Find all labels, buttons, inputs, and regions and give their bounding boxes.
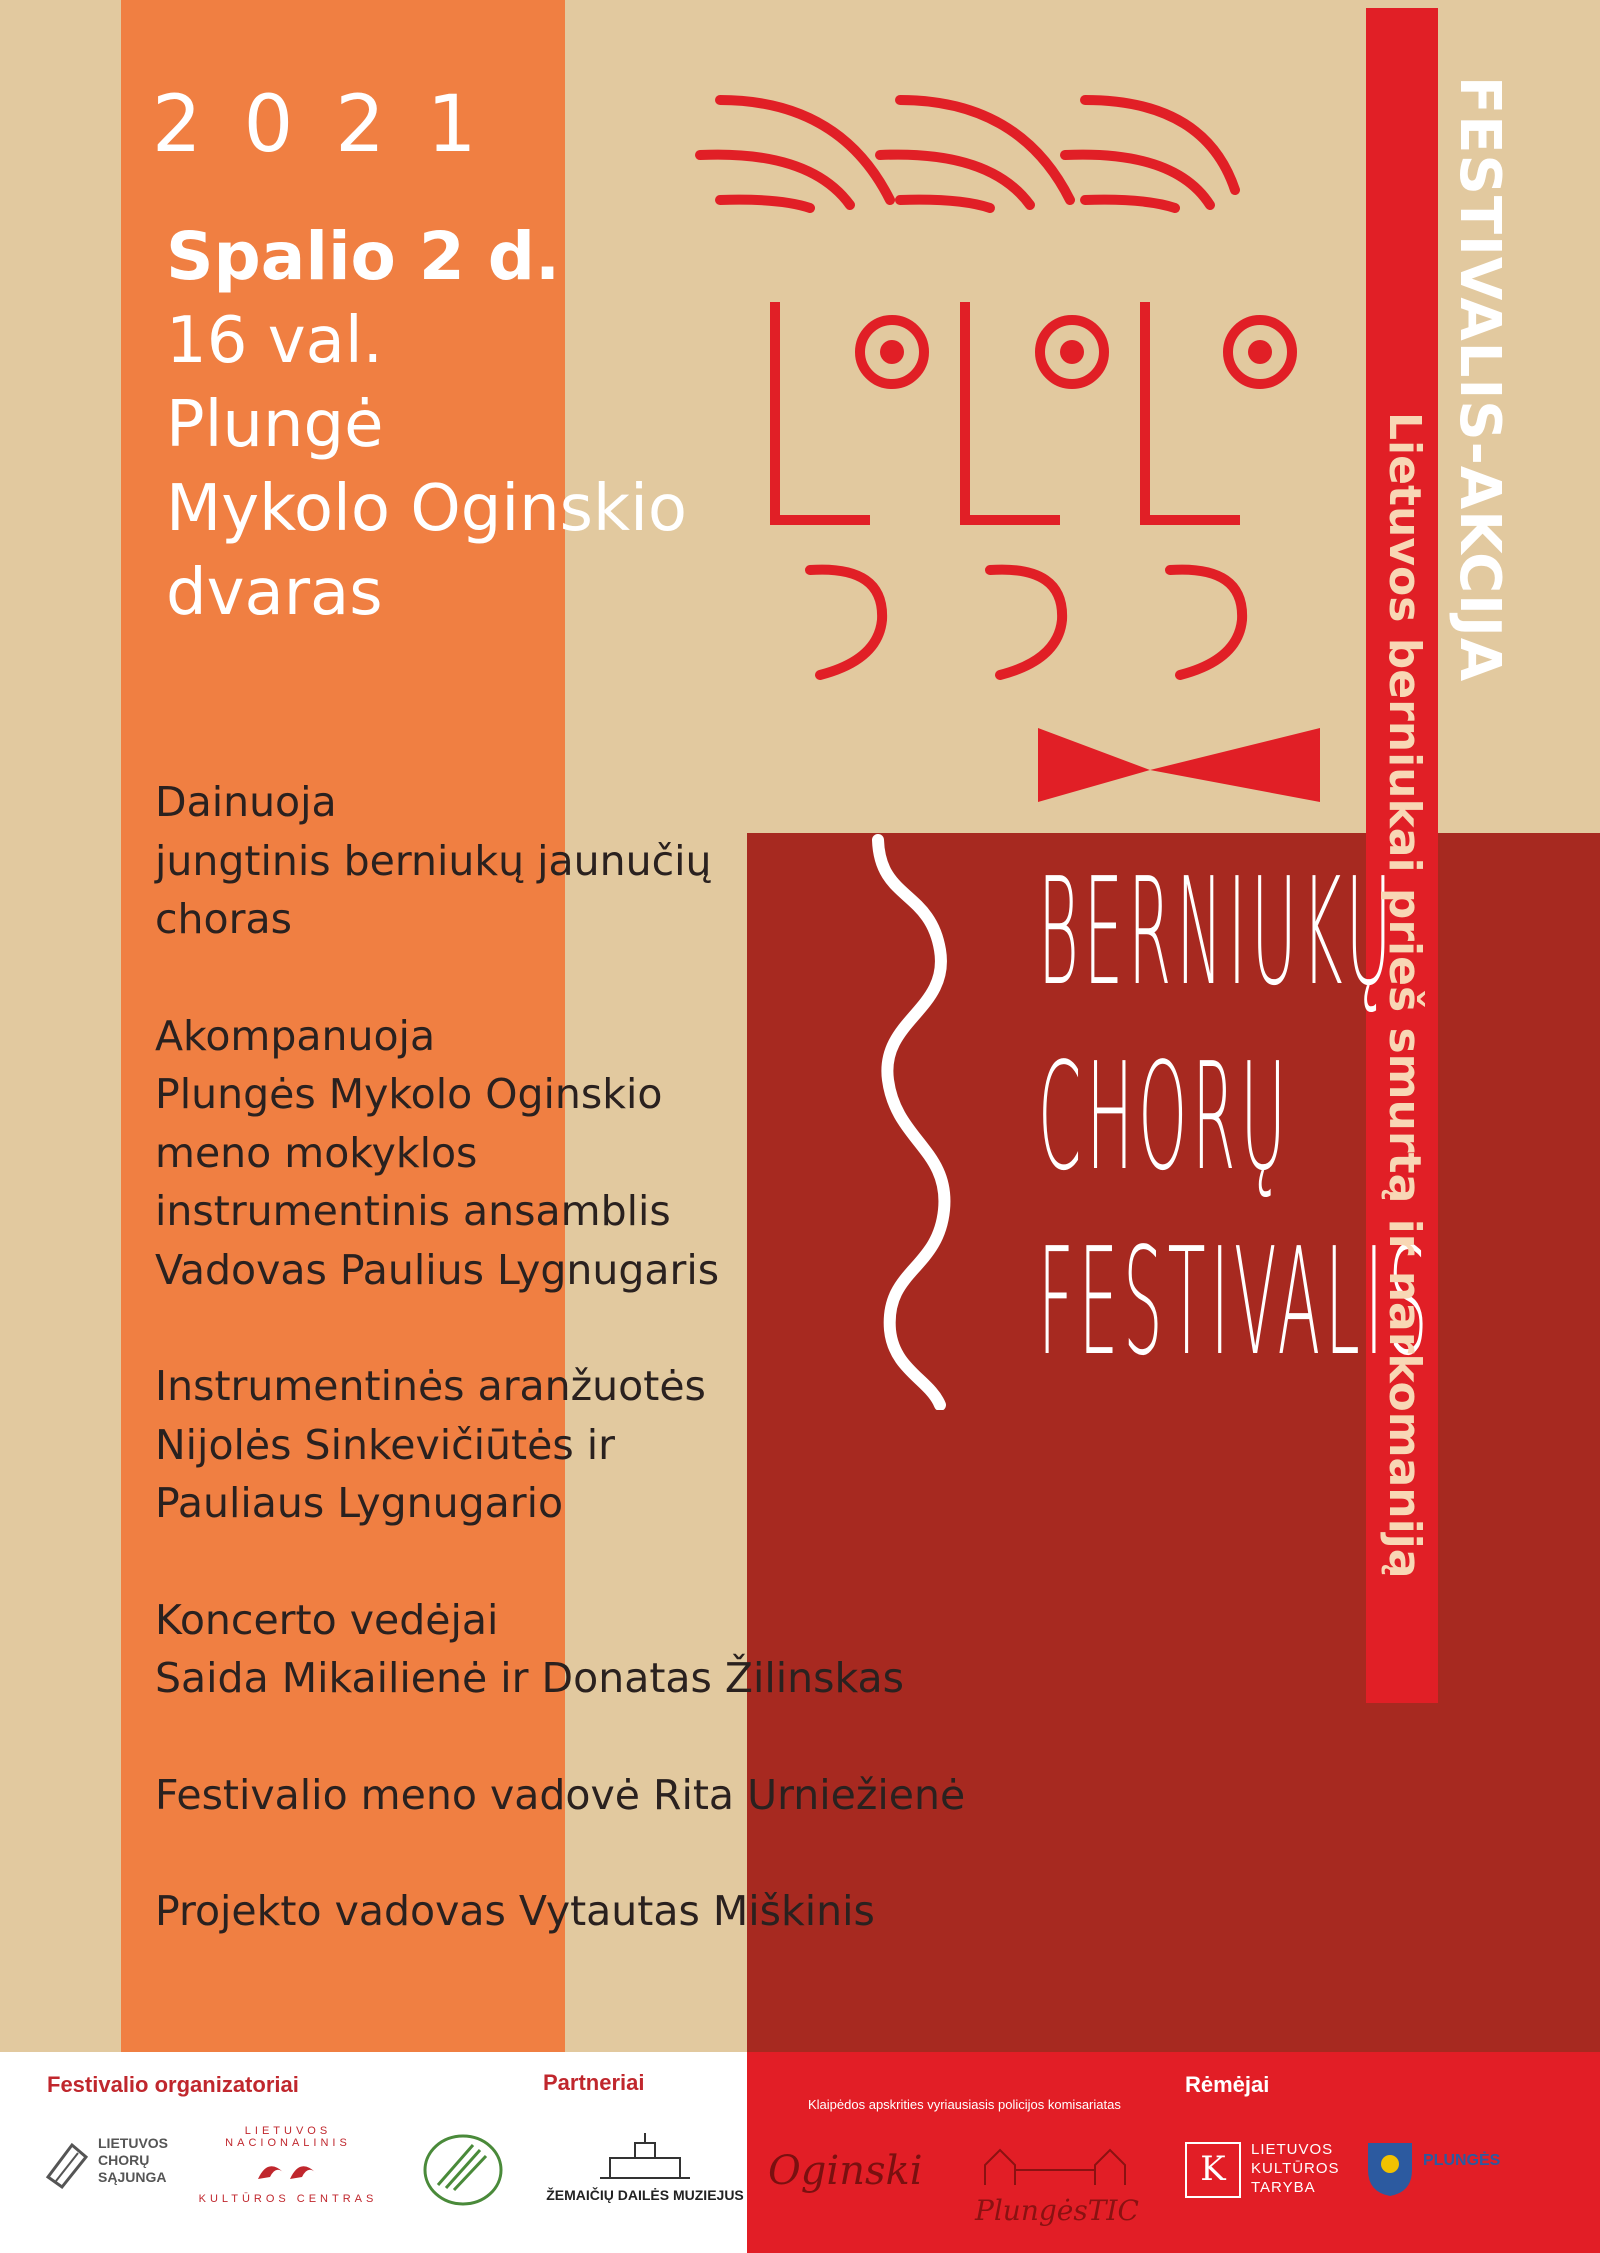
program-line: jungtinis berniukų jaunučių [155, 836, 712, 885]
program-block-singers [155, 773, 1055, 949]
program-line: Koncerto vedėjai [155, 1595, 499, 1644]
eye-circles [860, 320, 1292, 384]
program-line: Akompanuoja [155, 1011, 436, 1060]
program-line: meno mokyklos [155, 1128, 478, 1177]
birds-icon [248, 2151, 328, 2191]
logo-text-line: ŽEMAIČIŲ DAILĖS MUZIEJUS [546, 2187, 744, 2203]
logo-text-line: KULTŪROS CENTRAS [198, 2193, 378, 2205]
bow-tie [1038, 728, 1320, 802]
coat-of-arms-icon [1365, 2140, 1415, 2198]
program-line: Saida Mikailienė ir Donatas Žilinskas [155, 1654, 905, 1702]
event-city: Plungė [166, 388, 384, 462]
event-time: 16 val. [166, 304, 383, 378]
council-k-icon: K [1185, 2142, 1241, 2198]
plunge-district-logo[interactable] [1365, 2140, 1565, 2210]
logo-text-line: TARYBA [1251, 2179, 1316, 2196]
museum-logo[interactable] [540, 2128, 750, 2218]
program [155, 773, 1055, 1999]
partners-label: Partneriai [543, 2070, 645, 2095]
oginski-logo[interactable]: Oginski [768, 2148, 923, 2194]
program-line: Plungės Mykolo Oginskio [155, 1070, 663, 1118]
festival-name-line2: CHORŲ [1038, 1031, 1291, 1203]
sponsors-label: Rėmėjai [1185, 2072, 1270, 2097]
art-school-logo[interactable] [418, 2130, 508, 2210]
event-venue-line2: dvaras [166, 556, 383, 630]
program-line: Pauliaus Lygnugario [155, 1479, 564, 1527]
festival-name-line1: BERNIUKŲ [1038, 846, 1397, 1018]
logo-text-line: SĄJUNGA [98, 2169, 167, 2185]
program-line: Festivalio meno vadovė Rita Urniežienė [155, 1770, 966, 1819]
logo-text-line: PLUNGĖS [1423, 2152, 1501, 2169]
program-block-hosts [155, 1591, 1055, 1708]
event-venue-line1: Mykolo Oginskio [166, 472, 687, 546]
festival-name-line3: FESTIVALIS [1038, 1216, 1433, 1388]
eyes-and-noses [775, 302, 1240, 520]
museum-building-icon [590, 2128, 700, 2183]
choir-union-logo[interactable] [42, 2135, 167, 2205]
face-illustration [690, 80, 1340, 820]
slogan: Lietuvos berniukai prieš smurtą ir narkomaniją [1379, 412, 1430, 1579]
program-line: instrumentinis ansamblis [155, 1187, 671, 1235]
program-line: Vadovas Paulius Lygnugaris [155, 1245, 720, 1294]
side-title: FESTIVALIS-AKCIJA [1447, 76, 1512, 683]
event-date: Spalio 2 d. [166, 218, 561, 295]
manor-icon [975, 2140, 1135, 2190]
culture-centre-logo[interactable] [198, 2125, 378, 2215]
program-line: Dainuoja [155, 778, 337, 826]
logo-text-line: PlungėsTIC [975, 2194, 1139, 2227]
hair-waves [700, 100, 1235, 208]
program-block-accompaniment [155, 1007, 1055, 1300]
culture-council-logo[interactable] [1185, 2140, 1340, 2210]
program-block-art-director [155, 1766, 1055, 1825]
logo-text-line: LIETUVOS [1251, 2141, 1334, 2158]
program-line: Projekto vadovas Vytautas Miškinis [155, 1887, 875, 1935]
event-info [166, 215, 766, 635]
police-text: Klaipėdos apskrities vyriausiasis policijos komisariatas [808, 2097, 1121, 2112]
program-block-project-lead [155, 1882, 1055, 1941]
logo-text-line: LIETUVOS NACIONALINIS [225, 2125, 351, 2149]
logo-text-line: LIETUVOS [98, 2135, 169, 2151]
plunge-tic-logo[interactable] [975, 2140, 1139, 2230]
organizers-label: Festivalio organizatoriai [47, 2072, 299, 2097]
program-line: choras [155, 895, 292, 943]
program-line: Instrumentinės aranžuotės [155, 1362, 706, 1410]
logo-text-line: KULTŪROS [1251, 2160, 1340, 2177]
choir-union-icon [42, 2137, 94, 2197]
logo-text-line: CHORŲ [98, 2152, 150, 2168]
year: 2021 [152, 80, 519, 170]
program-line: Nijolės Sinkevičiūtės ir [155, 1420, 615, 1469]
ears [810, 570, 1242, 675]
program-block-arrangements [155, 1357, 1055, 1533]
